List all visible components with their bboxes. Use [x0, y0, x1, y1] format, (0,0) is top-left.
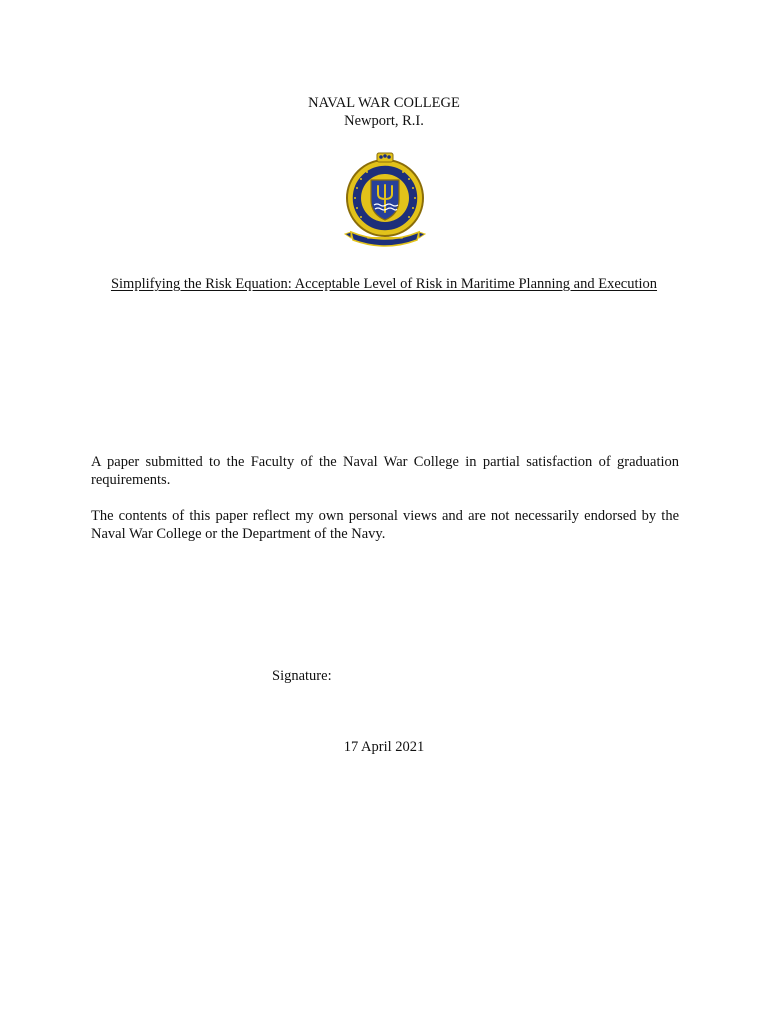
seal-crown [377, 153, 393, 162]
submission-statement: A paper submitted to the Faculty of the Naval War College in partial satisfaction of graduation requirements. [91, 454, 679, 488]
signature-label: Signature: [272, 668, 332, 684]
paper-title [0, 275, 768, 293]
institution-location: Newport, R.I. [344, 113, 424, 129]
naval-war-college-seal [337, 148, 433, 252]
disclaimer-statement: The contents of this paper reflect my own personal views and are not necessarily endorsed by the Naval War College or the Department of the Navy. [91, 508, 679, 542]
submission-date: 17 April 2021 [343, 739, 425, 755]
institution-name: NAVAL WAR COLLEGE [308, 95, 460, 111]
paper-title-text: Simplifying the Risk Equation: Acceptable Level of Risk in Maritime Planning and Execution [110, 276, 658, 292]
